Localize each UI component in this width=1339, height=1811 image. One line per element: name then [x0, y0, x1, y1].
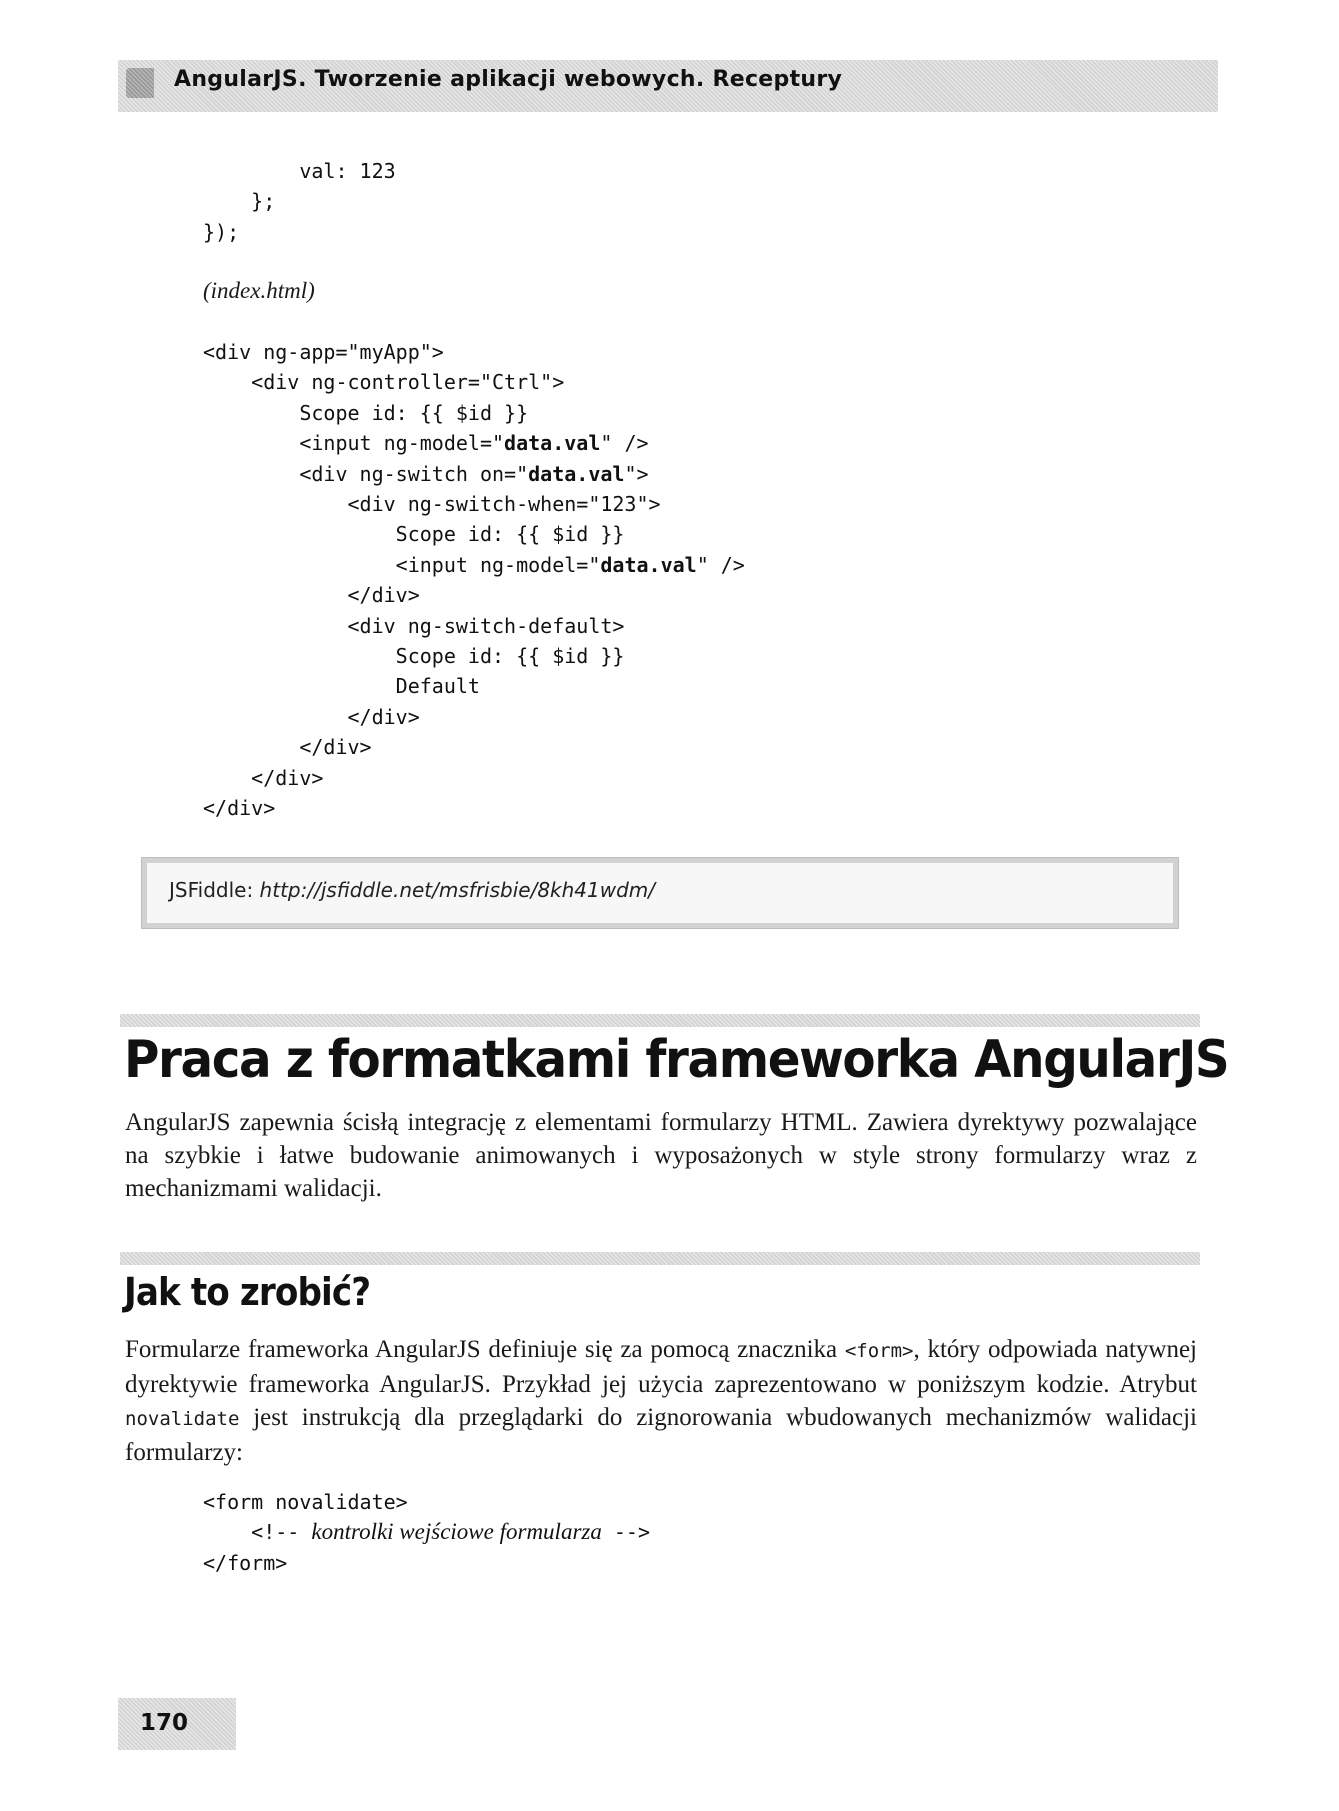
book-title: AngularJS. Tworzenie aplikacji webowych. Receptury: [174, 67, 843, 92]
code-block-form: [203, 1487, 650, 1578]
code-line: <div ng-switch-when="123">: [203, 492, 661, 517]
section-rule: [120, 1014, 1200, 1027]
code-line: </div>: [203, 765, 324, 790]
code-fragment: <!--: [203, 1520, 312, 1545]
code-fragment: -->: [601, 1520, 651, 1545]
section-heading: Praca z formatkami frameworka AngularJS: [124, 1030, 1229, 1090]
inline-code: novalidate: [125, 1408, 240, 1430]
code-line: [203, 428, 745, 458]
paragraph-text: Formularze frameworka AngularJS definiuje się za pomocą znacznika: [125, 1336, 845, 1363]
code-line: [203, 459, 745, 489]
subsection-rule: [120, 1252, 1200, 1265]
code-fragment: ">: [624, 461, 649, 486]
code-line: Scope id: {{ $id }}: [203, 400, 529, 425]
code-line: </div>: [203, 583, 420, 608]
file-label: (index.html): [203, 278, 315, 303]
code-line: <div ng-app="myApp">: [203, 340, 444, 364]
code-line: </div>: [203, 704, 420, 729]
code-fragment: " />: [696, 552, 745, 577]
code-line: </form>: [203, 1550, 288, 1575]
subsection-paragraph: [125, 1333, 1197, 1469]
section-intro-paragraph: AngularJS zapewnia ścisłą integrację z elementami formularzy HTML. Zawiera dyrektywy pozwalające na szybkie i łatwe budowanie animowanych i wyposażonych w style strony formularzy wraz z mechanizmami walidacji.: [125, 1109, 1197, 1202]
running-header: [118, 60, 1218, 112]
jsfiddle-label: JSFiddle:: [169, 878, 260, 902]
jsfiddle-note-box: [142, 858, 1178, 928]
code-fragment: <div ng-switch on=": [203, 461, 529, 486]
code-bold-fragment: data.val: [528, 461, 625, 486]
code-line: [203, 1517, 650, 1547]
code-line: </div>: [203, 735, 372, 760]
code-comment-text: kontrolki wejściowe formularza: [311, 1519, 602, 1545]
page-number-box: [118, 1698, 236, 1750]
code-line: val: 123: [203, 159, 396, 183]
code-line: </div>: [203, 796, 276, 821]
code-fragment: <input ng-model=": [203, 431, 505, 456]
code-line: });: [203, 219, 240, 244]
subsection-heading: Jak to zrobić?: [124, 1270, 371, 1314]
code-line: <div ng-controller="Ctrl">: [203, 370, 565, 395]
code-line: Scope id: {{ $id }}: [203, 522, 625, 547]
code-line: <form novalidate>: [203, 1490, 408, 1514]
code-bold-fragment: data.val: [504, 431, 601, 456]
code-line: [203, 550, 745, 580]
code-line: Scope id: {{ $id }}: [203, 644, 625, 669]
code-line: Default: [203, 674, 480, 699]
paragraph-text: jest instrukcją dla przeglądarki do zignorowania wbudowanych mechanizmów walidacji formularzy:: [125, 1404, 1197, 1466]
jsfiddle-note: [169, 878, 655, 902]
code-bold-fragment: data.val: [600, 552, 697, 577]
header-tab-marker: [126, 68, 154, 98]
paragraph-text: , który odpowiada natywnej dyrektywie frameworka AngularJS. Przykład jej użycia zaprezentowano w poniższym kodzie. Atrybut: [125, 1336, 1198, 1398]
page-number: 170: [140, 1710, 189, 1736]
code-fragment: <input ng-model=": [203, 552, 601, 577]
code-block-html: [203, 337, 745, 824]
inline-code: <form>: [844, 1340, 914, 1362]
code-line: <div ng-switch-default>: [203, 613, 625, 638]
code-fragment: " />: [600, 431, 649, 456]
jsfiddle-link[interactable]: http://jsfiddle.net/msfrisbie/8kh41wdm/: [259, 878, 656, 902]
code-block-top: [203, 156, 396, 247]
code-line: };: [203, 189, 276, 214]
